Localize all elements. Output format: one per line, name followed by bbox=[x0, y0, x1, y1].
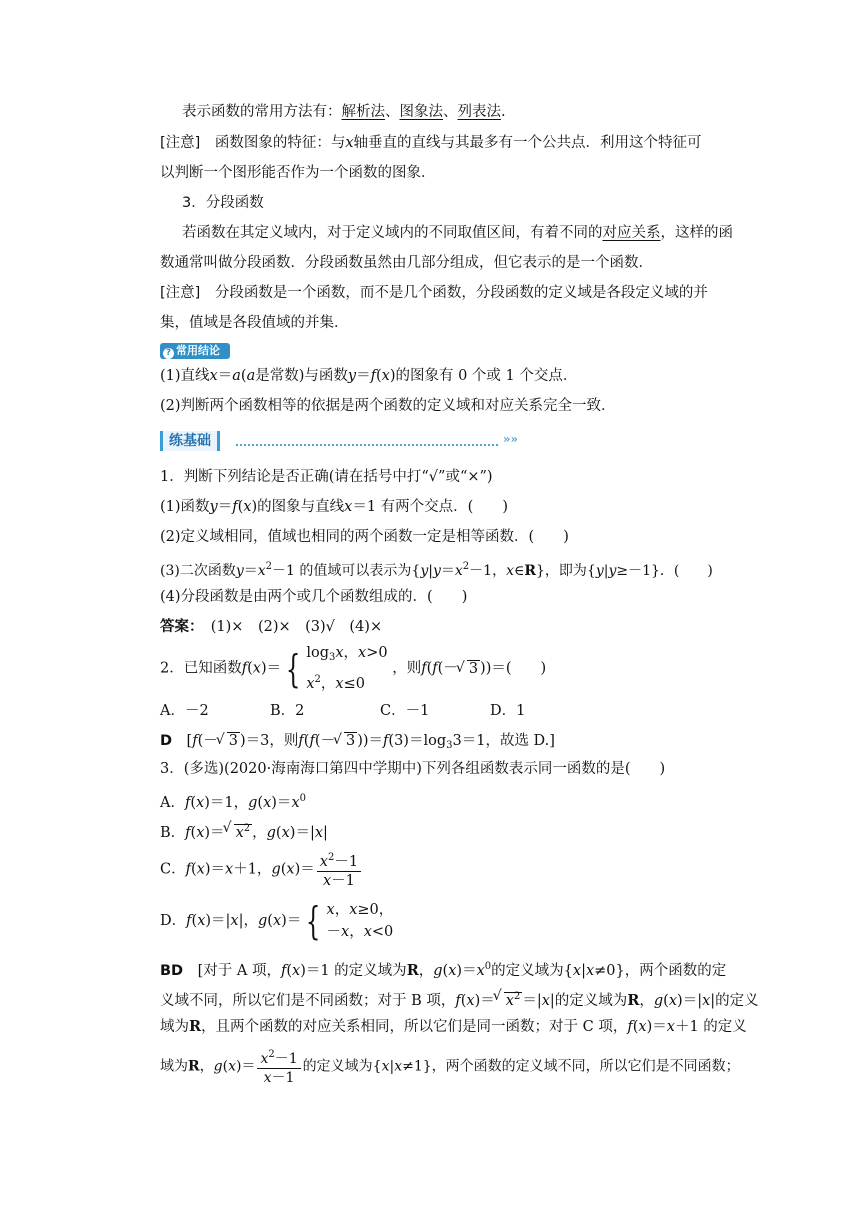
t: <0 bbox=[371, 924, 394, 940]
t: )＝ bbox=[646, 1019, 667, 1035]
t: 2 bbox=[268, 1049, 275, 1060]
t: x bbox=[326, 902, 335, 918]
t: x bbox=[335, 676, 344, 692]
t: y bbox=[595, 563, 604, 579]
t: x bbox=[319, 854, 328, 870]
t: 2 bbox=[513, 991, 521, 1002]
t: f bbox=[627, 1019, 633, 1035]
t: 2 bbox=[243, 823, 251, 834]
t: ∈ bbox=[513, 563, 525, 579]
t: x bbox=[476, 963, 485, 979]
t: )＝1， bbox=[204, 795, 249, 811]
t: (－ bbox=[197, 733, 218, 749]
t: 2．已知函数 bbox=[160, 660, 242, 677]
t: ≠1}，两个函数的定义域不同，所以它们是不同函数； bbox=[402, 1058, 740, 1075]
t: R bbox=[627, 992, 640, 1009]
t: g bbox=[213, 1058, 223, 1075]
common-conclusion-badge bbox=[160, 343, 230, 359]
t: 3 bbox=[228, 733, 238, 749]
t: g bbox=[258, 913, 268, 929]
t: y bbox=[608, 563, 617, 579]
t: ， bbox=[252, 825, 267, 841]
t: ， bbox=[320, 676, 336, 692]
t: ( bbox=[275, 825, 282, 841]
t: 3 bbox=[345, 733, 356, 749]
sep: 、 bbox=[443, 104, 458, 120]
t: －1 的值域可以表示为{ bbox=[272, 563, 421, 579]
t: [ bbox=[186, 733, 193, 749]
t: (3)＝log bbox=[388, 733, 447, 749]
t: )＝| bbox=[677, 993, 703, 1009]
t: f bbox=[432, 660, 438, 677]
text: 函数图象的特征：与 bbox=[214, 135, 346, 151]
var: x bbox=[345, 135, 354, 151]
t: ＝| bbox=[522, 993, 542, 1009]
q1-item1 bbox=[160, 497, 508, 517]
t: f bbox=[184, 795, 191, 811]
t: ( bbox=[460, 993, 467, 1009]
text: 表示函数的常用方法有： bbox=[182, 104, 342, 120]
t: －1 bbox=[334, 854, 359, 870]
fraction bbox=[317, 849, 361, 890]
t: f bbox=[298, 733, 304, 749]
t: R bbox=[406, 962, 419, 979]
t: R bbox=[524, 563, 536, 579]
note-tag: [注意] bbox=[160, 135, 201, 151]
t: f bbox=[421, 660, 427, 677]
t: x bbox=[335, 645, 344, 661]
t: f bbox=[186, 913, 192, 929]
t: ≥－1}．( ) bbox=[616, 563, 713, 579]
sqrt bbox=[335, 731, 357, 751]
option-d: D．1 bbox=[490, 703, 526, 719]
t: x bbox=[381, 368, 390, 384]
t: x bbox=[209, 368, 218, 384]
brace: { bbox=[306, 899, 321, 943]
q3-option-b bbox=[160, 819, 328, 843]
t: x bbox=[286, 861, 295, 878]
t: ＝1 有两个交点．( ) bbox=[352, 499, 508, 515]
t: g bbox=[271, 861, 281, 878]
piecewise-cases bbox=[306, 642, 387, 695]
t: D． bbox=[160, 913, 187, 929]
t: A． bbox=[160, 795, 185, 811]
t: y bbox=[235, 563, 244, 579]
t: ( bbox=[663, 993, 669, 1009]
t: 0 bbox=[484, 961, 492, 972]
t: | bbox=[323, 825, 328, 841]
sqrt bbox=[218, 731, 240, 751]
q2-solution: D [f(－√ 3 )＝3，则f(f(－√ 3 ))$=f(3)=\log_33=1$，故选 D.] bbox=[160, 731, 555, 756]
t: | bbox=[389, 1058, 395, 1075]
t: ＝ bbox=[440, 563, 455, 579]
text: ，这样的函 bbox=[660, 225, 733, 241]
dotted-divider bbox=[236, 444, 498, 446]
t: ， bbox=[343, 645, 359, 661]
t: f bbox=[370, 368, 376, 384]
t: ( bbox=[286, 963, 292, 979]
methods-line bbox=[182, 102, 506, 122]
t: )＝ bbox=[294, 861, 315, 878]
t: x bbox=[281, 825, 290, 841]
t: 3 bbox=[328, 652, 336, 663]
t: (－ bbox=[437, 660, 458, 677]
t: 2 bbox=[314, 674, 321, 685]
t: ( bbox=[632, 1019, 639, 1035]
section-heading: 3．分段函数 bbox=[182, 195, 264, 211]
t: x bbox=[702, 993, 711, 1009]
method-table: 列表法 bbox=[457, 104, 501, 120]
t: y bbox=[209, 499, 218, 515]
t: 2 bbox=[462, 561, 470, 572]
sqrt bbox=[495, 987, 523, 1011]
t: }，即为{ bbox=[536, 563, 596, 579]
t: 2 bbox=[265, 561, 273, 572]
t: a bbox=[246, 368, 256, 384]
t: x bbox=[263, 1070, 272, 1086]
t: ( bbox=[190, 825, 197, 841]
t: y bbox=[347, 368, 357, 384]
q2-stem: 2．已知函数f(x)＝ { $\log_3x$，x>0 $x^2$，x≤0 ，则f(f(－√ 3 ))＝( ) bbox=[160, 642, 546, 692]
t: x bbox=[272, 913, 282, 929]
t: )＝1 的定义域为 bbox=[300, 963, 407, 979]
t: －1 bbox=[331, 873, 355, 889]
t: ，且两个函数的对应关系相同，所以它们是同一函数；对于 C 项， bbox=[201, 1019, 628, 1035]
t: x bbox=[668, 993, 678, 1009]
t: ＝ bbox=[356, 368, 371, 384]
t: )的图象与直线 bbox=[251, 499, 345, 515]
fraction bbox=[257, 1046, 300, 1087]
t: x bbox=[363, 924, 372, 940]
note2-line2: 集，值域是各段值域的并集． bbox=[160, 315, 349, 331]
t: ( bbox=[240, 368, 247, 384]
t: x bbox=[196, 861, 205, 878]
piecewise-cases bbox=[327, 899, 394, 943]
t: ≠0}，两个函数的定 bbox=[594, 963, 727, 979]
t: ≤0 bbox=[343, 676, 365, 692]
q1-item3 bbox=[160, 557, 713, 581]
t: x bbox=[235, 825, 244, 841]
t: x bbox=[306, 676, 315, 692]
practice-header bbox=[160, 430, 520, 452]
sqrt bbox=[458, 644, 480, 694]
t: x bbox=[196, 795, 205, 811]
t: x bbox=[344, 499, 353, 515]
answer-label: 答案： bbox=[160, 619, 197, 635]
t: ， bbox=[418, 963, 434, 979]
t: x bbox=[263, 795, 272, 811]
t: [对于 A 项， bbox=[197, 963, 281, 979]
t: )＝ bbox=[260, 660, 282, 677]
t: f bbox=[455, 993, 461, 1009]
t: x bbox=[454, 563, 463, 579]
t: )＝ bbox=[456, 963, 477, 979]
note2-line1 bbox=[160, 283, 708, 303]
t: log bbox=[306, 645, 329, 661]
t: y bbox=[420, 563, 429, 579]
t: 0 bbox=[299, 793, 306, 804]
text: 若函数在其定义域内，对于定义域内的不同取值区间，有着不同的 bbox=[182, 225, 603, 241]
t: f bbox=[280, 963, 287, 979]
t: x bbox=[585, 963, 595, 979]
answer-key: D bbox=[160, 733, 173, 749]
t: |， bbox=[238, 913, 258, 929]
t: f bbox=[192, 733, 198, 749]
t: ＋1， bbox=[233, 861, 272, 878]
t: x bbox=[291, 795, 300, 811]
t: R bbox=[189, 1018, 202, 1035]
t: g bbox=[653, 993, 664, 1009]
t: x bbox=[358, 645, 367, 661]
text: 以判断一个图形能否作为一个函数的图象． bbox=[160, 165, 436, 181]
t: f bbox=[383, 733, 389, 749]
t: B． bbox=[160, 825, 186, 841]
q1-answer bbox=[160, 617, 382, 637]
t: －1 bbox=[271, 1070, 295, 1086]
option-c: C．－1 bbox=[380, 703, 430, 719]
t: >0 bbox=[366, 645, 388, 661]
method-graph: 图象法 bbox=[399, 104, 443, 120]
t: )＝3，则 bbox=[240, 733, 299, 749]
t: (1)函数 bbox=[160, 499, 210, 515]
note-tag: [注意] bbox=[160, 285, 201, 301]
t: ， bbox=[349, 924, 364, 940]
t: x bbox=[638, 1019, 647, 1035]
t: x bbox=[196, 825, 205, 841]
t: )＝ bbox=[281, 913, 302, 929]
t: 3＝1，故选 D.] bbox=[452, 733, 555, 749]
t: ( bbox=[257, 795, 264, 811]
t: x bbox=[394, 1058, 403, 1075]
q3-solution-line3 bbox=[160, 1017, 747, 1037]
t: x bbox=[541, 993, 550, 1009]
t: (1)直线 bbox=[160, 368, 210, 384]
t: x bbox=[225, 861, 234, 878]
t: |的定义域为 bbox=[549, 993, 628, 1009]
t: x bbox=[228, 1058, 236, 1075]
t: f bbox=[185, 825, 191, 841]
t: x bbox=[666, 1019, 675, 1035]
t: x bbox=[260, 1051, 269, 1067]
t: C． bbox=[160, 861, 186, 878]
t: ))＝ bbox=[357, 733, 384, 749]
method-analytic: 解析法 bbox=[341, 104, 385, 120]
t: | bbox=[428, 563, 433, 579]
badge-label: 常用结论 bbox=[176, 344, 220, 357]
t: x bbox=[322, 873, 332, 889]
t: 的定义域为{ bbox=[302, 1058, 382, 1075]
t: x bbox=[292, 963, 301, 979]
t: f bbox=[309, 733, 315, 749]
t: ＝ bbox=[217, 368, 233, 384]
q3-option-a bbox=[160, 789, 306, 813]
t: x bbox=[341, 924, 350, 940]
t: ， bbox=[639, 993, 654, 1009]
t: x bbox=[349, 902, 358, 918]
t: f bbox=[185, 861, 191, 878]
t: | bbox=[603, 563, 609, 579]
q1-item4: (4)分段函数是由两个或几个函数组成的．( ) bbox=[160, 589, 468, 605]
t: )＝ bbox=[474, 993, 495, 1009]
t: － bbox=[326, 924, 342, 940]
t: )＝| bbox=[289, 825, 315, 841]
t: 的定义域为{ bbox=[491, 963, 573, 979]
t: ( bbox=[191, 913, 198, 929]
note1-line2 bbox=[160, 163, 436, 183]
piecewise-def-line1 bbox=[182, 223, 733, 243]
t: 义域不同，所以它们是不同函数；对于 B 项， bbox=[160, 993, 456, 1009]
t: ， bbox=[334, 902, 350, 918]
t: f bbox=[241, 660, 248, 677]
t: ， bbox=[199, 1058, 214, 1075]
t: x bbox=[381, 1058, 390, 1075]
t: ＝ bbox=[243, 563, 258, 579]
t: )＝ bbox=[204, 861, 226, 878]
note1-line1 bbox=[160, 133, 702, 153]
t: |的定义 bbox=[710, 993, 759, 1009]
t: 是常数)与函数 bbox=[255, 368, 348, 384]
t: a bbox=[232, 368, 241, 384]
q3-stem: 3．(多选)(2020·海南海口第四中学期中)下列各组函数表示同一函数的是( ) bbox=[160, 761, 666, 777]
underlined-term: 对应关系 bbox=[602, 225, 661, 241]
t: g bbox=[433, 963, 443, 979]
conclusion-1 bbox=[160, 366, 577, 386]
question-icon: ? bbox=[163, 348, 174, 359]
t: ＝ bbox=[217, 499, 233, 515]
sqrt bbox=[225, 819, 253, 843]
t: x bbox=[506, 563, 514, 579]
q3-solution-line1 bbox=[160, 957, 726, 981]
t: y bbox=[432, 563, 441, 579]
q1-stem: 1．判断下列结论是否正确(请在括号中打“√”或“×”) bbox=[160, 469, 493, 485]
t: ( bbox=[222, 1058, 229, 1075]
t: )＝ bbox=[204, 825, 225, 841]
t: | bbox=[581, 963, 586, 979]
t: )＝| bbox=[205, 913, 231, 929]
option-a: A．－2 bbox=[160, 703, 209, 719]
t: ))＝( ) bbox=[480, 660, 547, 677]
piecewise-def-line2: 数通常叫做分段函数．分段函数虽然由几部分组成，但它表示的是一个函数． bbox=[160, 255, 653, 271]
t: 3 bbox=[468, 660, 479, 677]
t: ＋1 的定义 bbox=[674, 1019, 747, 1035]
t: －1 bbox=[274, 1051, 298, 1067]
t: (3)二次函数 bbox=[160, 563, 236, 579]
q3-solution-line4 bbox=[160, 1046, 740, 1086]
q3-option-c bbox=[160, 849, 363, 889]
t: x bbox=[448, 963, 457, 979]
t: )＝ bbox=[271, 795, 292, 811]
t: －1， bbox=[469, 563, 507, 579]
t: 3 bbox=[446, 740, 453, 751]
t: g bbox=[248, 795, 258, 811]
sep: 、 bbox=[385, 104, 400, 120]
t: x bbox=[197, 913, 206, 929]
t: x bbox=[572, 963, 582, 979]
option-b: B．2 bbox=[270, 703, 305, 719]
t: ( bbox=[375, 368, 382, 384]
t: ( bbox=[190, 861, 197, 878]
text: 分段函数是一个函数，而不是几个函数，分段函数的定义域是各段定义域的并 bbox=[214, 285, 708, 301]
text: 轴垂直的直线与其最多有一个公共点．利用这个特征可 bbox=[353, 135, 702, 151]
q2-options bbox=[160, 701, 525, 721]
t: x bbox=[257, 563, 266, 579]
q3-solution-line2 bbox=[160, 987, 759, 1011]
q3-option-d bbox=[160, 898, 393, 944]
t: x bbox=[314, 825, 324, 841]
t: x bbox=[243, 499, 252, 515]
t: ( bbox=[190, 795, 197, 811]
t: )的图象有 0 个或 1 个交点． bbox=[389, 368, 578, 384]
t: x bbox=[230, 913, 239, 929]
t: (－ bbox=[314, 733, 335, 749]
t: ( bbox=[442, 963, 449, 979]
q1-item2: (2)定义域相同，值域也相同的两个函数一定是相等函数．( ) bbox=[160, 529, 569, 545]
t: g bbox=[266, 825, 276, 841]
t: f bbox=[232, 499, 238, 515]
conclusion-2: (2)判断两个函数相等的依据是两个函数的定义域和对应关系完全一致． bbox=[160, 398, 616, 414]
t: ≥0， bbox=[357, 902, 394, 918]
t: ，则 bbox=[392, 660, 422, 677]
t: ( bbox=[237, 499, 244, 515]
t: x bbox=[252, 660, 261, 677]
t: 域为 bbox=[160, 1058, 188, 1075]
t: x bbox=[505, 993, 514, 1009]
t: ( bbox=[280, 861, 287, 878]
period: . bbox=[501, 104, 506, 120]
t: ( bbox=[267, 913, 273, 929]
double-chevron-icon: »» bbox=[503, 432, 518, 446]
brace: { bbox=[285, 646, 301, 691]
practice-label: 练基础 bbox=[160, 431, 220, 451]
answer-text: (1)× (2)× (3)√ (4)× bbox=[210, 619, 383, 635]
t: x bbox=[466, 993, 475, 1009]
t: 域为 bbox=[160, 1019, 189, 1035]
answer-key: BD bbox=[160, 963, 184, 979]
t: 2 bbox=[327, 852, 335, 863]
t: )＝ bbox=[235, 1058, 256, 1075]
t: R bbox=[188, 1058, 200, 1075]
